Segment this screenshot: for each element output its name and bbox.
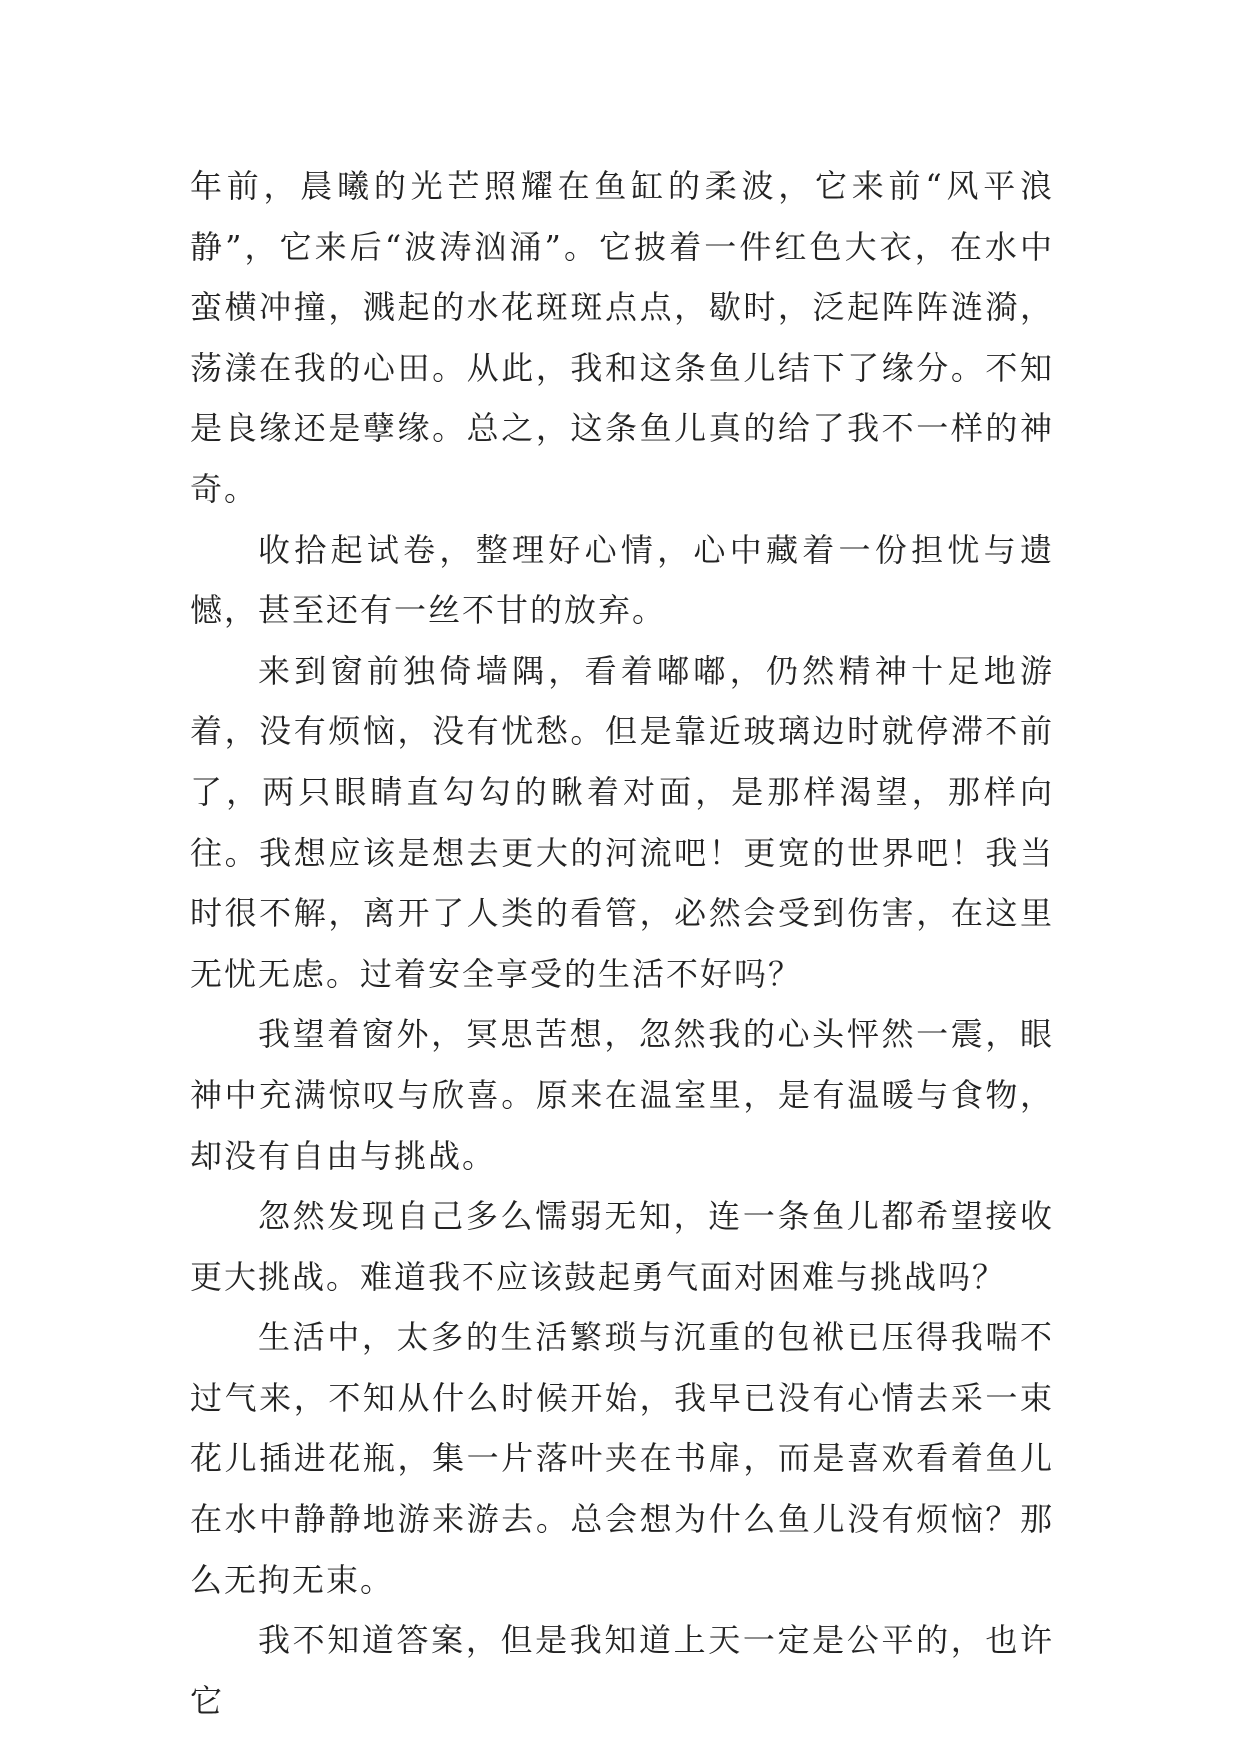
paragraph-4: 我望着窗外，冥思苦想，忽然我的心头怦然一震，眼神中充满惊叹与欣喜。原来在温室里，是有温暖与食物，却没有自由与挑战。 [190,1015,1054,1175]
paragraph-7: 我不知道答案，但是我知道上天一定是公平的，也许它 [190,1621,1054,1720]
article-body [190,156,1054,1731]
paragraph-6: 生活中，太多的生活繁琐与沉重的包袱已压得我喘不过气来，不知从什么时候开始，我早已没有心情去采一束花儿插进花瓶，集一片落叶夹在书扉，而是喜欢看着鱼儿在水中静静地游来游去。总会想为什么鱼儿没有烦恼？那么无拘无束。 [190,1318,1054,1599]
paragraph-5: 忽然发现自己多么懦弱无知，连一条鱼儿都希望接收更大挑战。难道我不应该鼓起勇气面对困难与挑战吗？ [190,1197,1054,1296]
paragraph-2: 收拾起试卷，整理好心情，心中藏着一份担忧与遗憾，甚至还有一丝不甘的放弃。 [190,530,1054,630]
paragraph-3: 来到窗前独倚墙隅，看着嘟嘟，仍然精神十足地游着，没有烦恼，没有忧愁。但是靠近玻璃边时就停滞不前了，两只眼睛直勾勾的瞅着对面，是那样渴望，那样向往。我想应该是想去更大的河流吧！更宽的世界吧！我当时很不解，离开了人类的看管，必然会受到伤害，在这里无忧无虑。过着安全享受的生活不好吗？ [190,651,1054,993]
paragraph-1: 年前，晨曦的光芒照耀在鱼缸的柔波，它来前“风平浪静”，它来后“波涛汹涌”。它披着一件红色大衣，在水中蛮横冲撞，溅起的水花斑斑点点，歇时，泛起阵阵涟漪，荡漾在我的心田。从此，我和这条鱼儿结下了缘分。不知是良缘还是孽缘。总之，这条鱼儿真的给了我不一样的神奇。 [190,167,1054,508]
